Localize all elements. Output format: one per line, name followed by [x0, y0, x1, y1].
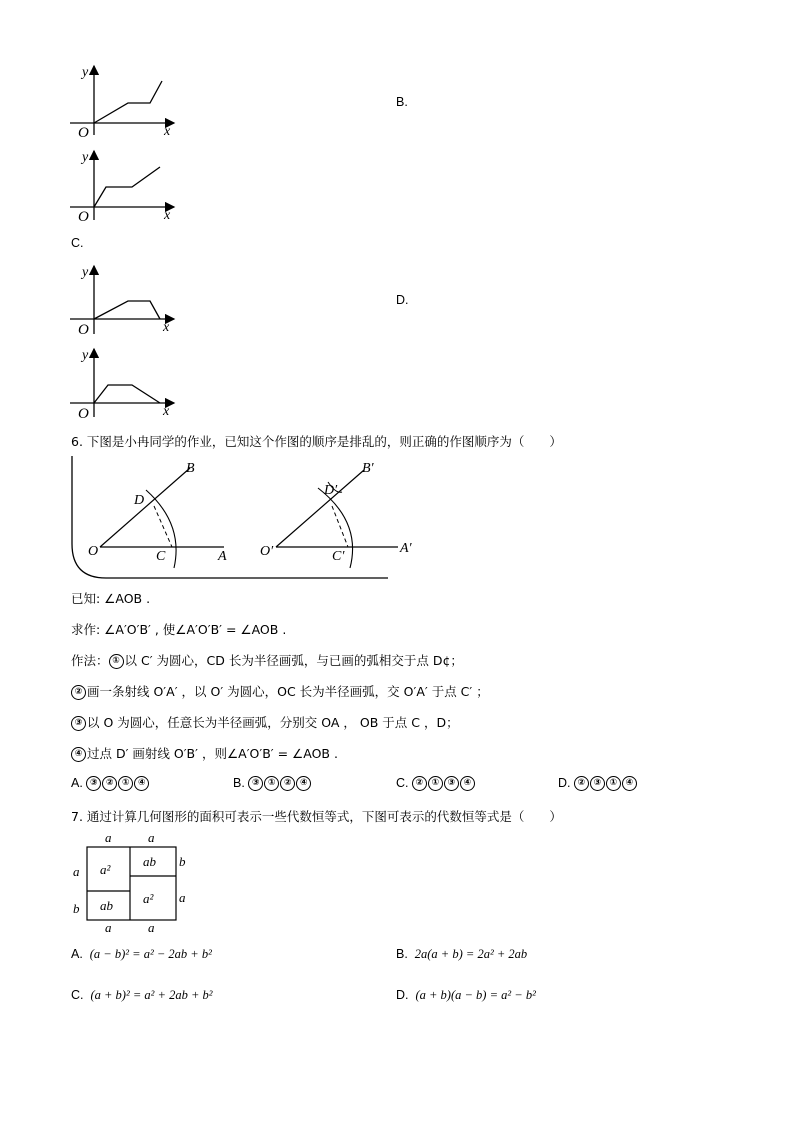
q6-option-a[interactable] [71, 776, 150, 791]
option-b-label: B. [396, 95, 408, 109]
option-num: ① [606, 776, 621, 791]
option-num: ④ [296, 776, 311, 791]
graph-figure-4 [66, 343, 186, 423]
label-C-prime: C′ [332, 549, 345, 564]
x-axis-label: x [163, 404, 170, 419]
option-num: ③ [86, 776, 101, 791]
cell-a2-left: a² [100, 862, 111, 877]
y-axis-label: y [82, 348, 89, 363]
x-axis-label: x [163, 320, 170, 335]
label-O: O [88, 544, 99, 559]
origin-label: O [78, 406, 89, 422]
graph-figure-3 [66, 260, 186, 340]
option-label: C. [71, 988, 84, 1002]
option-num: ③ [590, 776, 605, 791]
dim-left-a: a [73, 864, 80, 879]
step-number: ② [71, 685, 86, 700]
q6-option-c[interactable] [396, 776, 476, 791]
dim-right-b: b [179, 854, 186, 869]
origin-label: O [78, 209, 89, 225]
method-title: 作法： [71, 653, 109, 668]
y-axis-label: y [82, 150, 89, 165]
dim-bottom-a2: a [148, 920, 155, 935]
dim-top-a1: a [105, 830, 112, 845]
q6-option-d[interactable] [558, 776, 638, 791]
option-c-label: C. [71, 236, 84, 250]
graph-figure-2 [66, 145, 186, 225]
q7-area-figure [66, 826, 206, 938]
label-O-prime: O′ [260, 544, 274, 559]
q7-option-b[interactable] [396, 947, 527, 962]
option-num: ② [280, 776, 295, 791]
option-formula: 2a(a + b) = 2a² + 2ab [414, 947, 528, 961]
label-A-prime: A′ [400, 541, 412, 556]
dim-left-b: b [73, 901, 80, 916]
step-text: 过点 D′ 画射线 O′B′ ，则∠A′O′B′ = ∠AOB . [87, 746, 338, 761]
option-label: B. [396, 947, 408, 961]
option-label: B. [233, 776, 245, 790]
q7-option-d[interactable] [396, 988, 536, 1003]
option-num: ④ [460, 776, 475, 791]
option-num: ③ [248, 776, 263, 791]
option-formula: (a − b)² = a² − 2ab + b² [89, 947, 212, 961]
graph-figure-1 [66, 60, 186, 140]
q6-option-b[interactable] [233, 776, 312, 791]
q6-method-step3 [71, 713, 459, 731]
option-num: ④ [622, 776, 637, 791]
option-label: A. [71, 947, 83, 961]
y-axis-label: y [82, 265, 89, 280]
step-number: ① [109, 654, 124, 669]
option-num: ② [574, 776, 589, 791]
x-axis-label: x [164, 208, 171, 223]
step-number: ③ [71, 716, 86, 731]
option-num: ① [118, 776, 133, 791]
q6-method-step1 [71, 651, 463, 669]
option-num: ① [428, 776, 443, 791]
q6-construction-figure [66, 452, 426, 584]
q6-known: 已知: ∠AOB . [71, 591, 151, 606]
step-text: 画一条射线 O′A′ ，以 O′ 为圆心，OC 长为半径画弧，交 O′A′ 于点 C′ ； [87, 684, 489, 699]
q7-option-a[interactable] [71, 947, 212, 962]
x-axis-label: x [164, 124, 171, 139]
dim-bottom-a1: a [105, 920, 112, 935]
q7-option-c[interactable] [71, 988, 213, 1003]
q6-method-step2 [71, 682, 489, 700]
cell-ab-left: ab [100, 898, 113, 913]
label-D-prime: D′ [324, 483, 338, 498]
option-num: ② [102, 776, 117, 791]
dim-right-a: a [179, 890, 186, 905]
option-num: ② [412, 776, 427, 791]
y-axis-label: y [82, 65, 89, 80]
q6-find: 求作: ∠A′O′B′ , 使∠A′O′B′ = ∠AOB . [71, 622, 287, 637]
label-C: C [156, 549, 166, 564]
option-num: ④ [134, 776, 149, 791]
option-label: D. [558, 776, 571, 790]
option-num: ③ [444, 776, 459, 791]
option-formula: (a + b)(a − b) = a² − b² [415, 988, 536, 1002]
label-B-prime: B′ [362, 461, 374, 476]
option-d-label: D. [396, 293, 409, 307]
label-A: A [218, 549, 227, 564]
option-formula: (a + b)² = a² + 2ab + b² [90, 988, 213, 1002]
step-text: 以 C′ 为圆心，CD 长为半径画弧，与已画的弧相交于点 D¢； [124, 653, 463, 668]
origin-label: O [78, 125, 89, 140]
label-B: B [186, 461, 195, 476]
label-D: D [134, 493, 145, 508]
option-label: C. [396, 776, 409, 790]
dim-top-a2: a [148, 830, 155, 845]
q6-stem: 6. 下图是小冉同学的作业，已知这个作图的顺序是排乱的，则正确的作图顺序为（ ） [71, 434, 562, 449]
q7-stem: 7. 通过计算几何图形的面积可表示一些代数恒等式，下图可表示的代数恒等式是（ ） [71, 809, 562, 824]
origin-label: O [78, 322, 89, 338]
step-text: 以 O 为圆心，任意长为半径画弧，分别交 OA ， OB 于点 C ，D； [87, 715, 459, 730]
option-label: A. [71, 776, 83, 790]
cell-ab-right: ab [143, 854, 156, 869]
cell-a2-right: a² [143, 891, 154, 906]
step-number: ④ [71, 747, 86, 762]
q6-method-step4 [71, 744, 338, 762]
option-label: D. [396, 988, 409, 1002]
option-num: ① [264, 776, 279, 791]
